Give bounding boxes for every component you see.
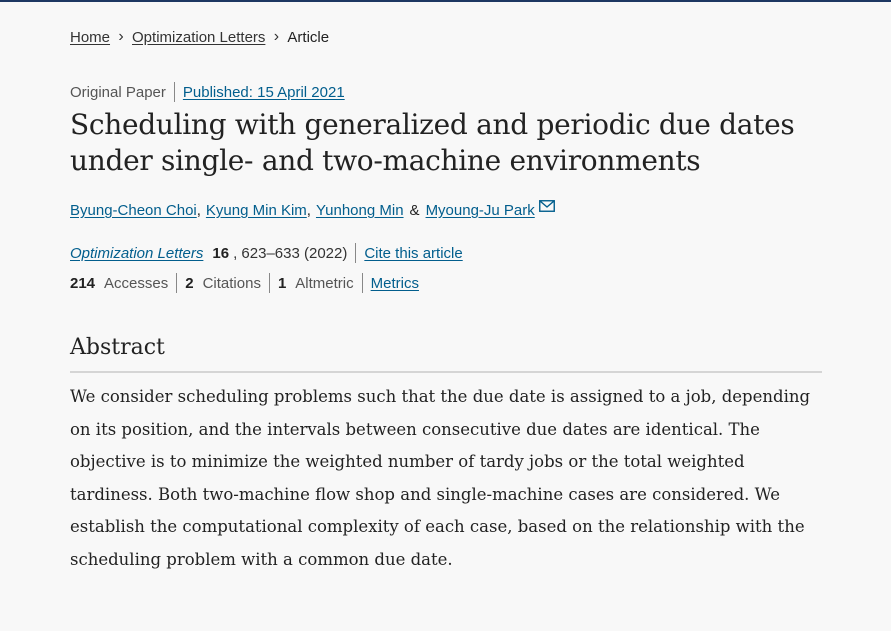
author-list: [70, 202, 555, 219]
author-separator: ,: [306, 202, 311, 219]
chevron-right-icon: ›: [273, 28, 280, 45]
altmetric-label: Altmetric: [295, 274, 354, 292]
breadcrumb: [70, 28, 329, 46]
breadcrumb-home-link[interactable]: Home: [70, 28, 111, 46]
altmetric-count: 1: [277, 274, 287, 292]
journal-link[interactable]: Optimization Letters: [70, 244, 204, 262]
divider: [269, 273, 270, 293]
author-link[interactable]: Kyung Min Kim: [205, 202, 307, 219]
mail-icon[interactable]: [539, 200, 555, 212]
metrics-link[interactable]: Metrics: [370, 274, 419, 292]
article-metrics: [70, 273, 419, 293]
citations-count: 2: [185, 274, 194, 292]
article-meta: [70, 82, 345, 102]
top-accent-bar: [0, 0, 891, 2]
article-title: Scheduling with generalized and periodic due dates under single- and two-machine environments: [70, 108, 795, 177]
breadcrumb-current: Article: [287, 28, 330, 46]
published-date-link[interactable]: Published: 15 April 2021: [182, 83, 345, 101]
citations-label: Citations: [202, 274, 261, 292]
abstract-heading: Abstract: [70, 333, 822, 373]
accesses-count: 214: [70, 274, 96, 292]
pages-year: , 623–633 (2022): [233, 244, 348, 262]
article-type: Original Paper: [70, 83, 166, 101]
cite-article-link[interactable]: Cite this article: [364, 244, 463, 262]
author-link[interactable]: Yunhong Min: [315, 202, 404, 219]
abstract-text: We consider scheduling problems such that the due date is assigned to a job, depending on its position, and the intervals between consecutive due dates are identical. The objective is to minimize the weighted number of tardy jobs or the total weighted tardiness. Both two-machine flow shop and single-machine cases are considered. We establish the computational complexity of each case, based on the relationship with the scheduling problem with a common due date.: [70, 387, 811, 569]
divider: [176, 273, 177, 293]
volume: 16: [212, 244, 230, 262]
author-link[interactable]: Myoung-Ju Park: [425, 202, 535, 219]
citation-line: [70, 243, 463, 263]
author-separator: &: [409, 202, 420, 219]
breadcrumb-journal-link[interactable]: Optimization Letters: [132, 28, 266, 46]
chevron-right-icon: ›: [118, 28, 124, 45]
accesses-label: Accesses: [104, 274, 169, 292]
author-link[interactable]: Byung-Cheon Choi: [70, 202, 197, 219]
divider: [174, 82, 175, 102]
divider: [355, 243, 356, 263]
author-separator: ,: [196, 202, 201, 219]
divider: [362, 273, 363, 293]
